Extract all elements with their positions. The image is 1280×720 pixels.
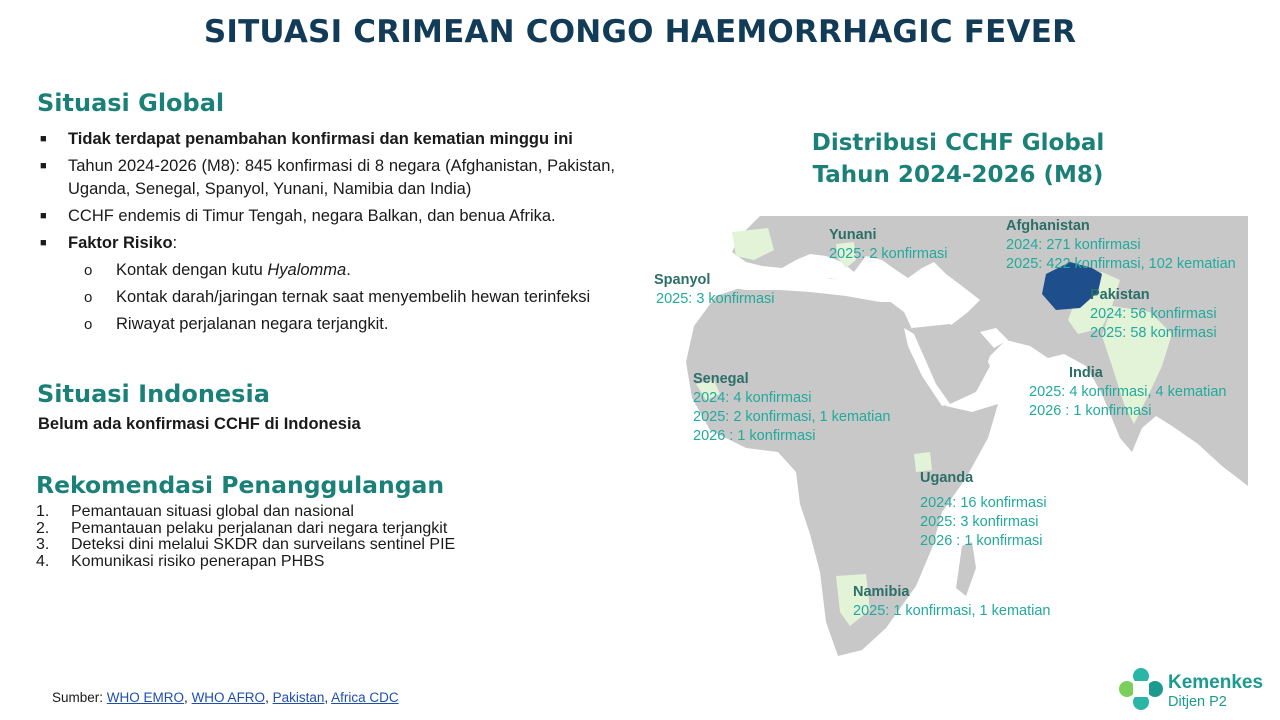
list-number: 2. [36,519,50,537]
list-text: Pemantauan situasi global dan nasional [71,503,354,520]
country-name: Spanyol [654,272,711,288]
source-line: Sumber: WHO EMRO, WHO AFRO, Pakistan, Africa CDC [52,690,399,705]
country-name: Afghanistan [1006,218,1090,234]
source-link-who-emro[interactable]: WHO EMRO [106,690,185,705]
country-stat: 2025: 2 konfirmasi, 1 kematian [693,409,891,425]
map-title [760,127,1156,191]
bullet-text: CCHF endemis di Timur Tengah, negara Balkan, dan benua Afrika. [68,207,556,225]
country-stat: 2025: 3 konfirmasi [920,514,1039,530]
country-stat: 2026 : 1 konfirmasi [693,428,816,444]
country-stat: 2024: 56 konfirmasi [1090,306,1217,322]
risk-factor-item [40,286,615,309]
source-link-pakistan[interactable]: Pakistan [272,690,325,705]
circle-bullet-icon: o [84,262,93,279]
indonesia-status: Belum ada konfirmasi CCHF di Indonesia [38,415,361,433]
logo-subtitle: Ditjen P2 [1168,694,1227,710]
map-title-line: Distribusi CCHF Global [811,130,1105,156]
country-stat: 2026 : 1 konfirmasi [920,533,1043,549]
list-item [36,504,455,521]
bullet-item [40,205,615,228]
list-text: Pemantauan pelaku perjalanan dari negara terjangkit [71,519,448,537]
square-bullet-icon: ■ [40,210,47,222]
bullet-text: Tidak terdapat penambahan konfirmasi dan kematian minggu ini [68,130,573,148]
country-stat: 2024: 271 konfirmasi [1006,237,1141,253]
risk-factor-text: Kontak darah/jaringan ternak saat menyembelih hewan terinfeksi [116,288,591,306]
country-name: Pakistan [1090,287,1150,303]
list-number: 1. [36,503,50,520]
country-label-india [1029,364,1226,421]
list-number: 3. [36,536,50,553]
risk-factor-item [40,259,615,282]
country-stat: 2026 : 1 konfirmasi [1029,403,1152,419]
country-label-yunani [829,226,947,264]
list-number: 4. [36,552,50,570]
country-name: Uganda [920,470,974,486]
country-name: Senegal [693,371,749,387]
source-link-africa-cdc[interactable]: Africa CDC [331,690,399,705]
country-stat: 2025: 4 konfirmasi, 4 kematian [1029,384,1227,400]
bullet-item [40,155,615,201]
country-name: India [1069,365,1103,381]
logo-name: Kemenkes [1168,672,1264,693]
list-item [36,521,455,538]
country-stat: 2025: 422 konfirmasi, 102 kematian [1006,256,1236,272]
country-stat: 2025: 3 konfirmasi [656,291,775,307]
country-name: Yunani [829,227,877,243]
global-heading: Situasi Global [37,89,225,117]
country-label-afghanistan [1006,217,1236,274]
country-label-pakistan [1090,286,1217,343]
risk-factor-text: Riwayat perjalanan negara terjangkit. [116,315,389,333]
country-stat: 2025: 1 konfirmasi, 1 kematian [853,603,1051,619]
country-stat: 2024: 4 konfirmasi [693,390,812,406]
list-item [36,554,455,571]
risk-factor-emphasis: Hyalomma [267,261,347,279]
list-text: Komunikasi risiko penerapan PHBS [71,552,325,570]
country-name: Namibia [853,584,910,600]
list-item [36,537,455,554]
kemenkes-logo-icon [1116,666,1166,712]
source-label: Sumber: [52,690,104,705]
page-title: SITUASI CRIMEAN CONGO HAEMORRHAGIC FEVER [203,14,1077,50]
indonesia-heading: Situasi Indonesia [37,380,270,408]
global-bullets [40,128,615,340]
square-bullet-icon: ■ [40,160,47,172]
recommendation-heading: Rekomendasi Penanggulangan [36,471,445,499]
country-stat: 2025: 2 konfirmasi [829,246,948,262]
risk-factor-item [40,313,615,336]
country-stat: 2024: 16 konfirmasi [920,495,1047,511]
country-label-uganda [920,469,1047,551]
risk-factor-colon: : [172,234,178,252]
recommendation-list [36,504,455,570]
country-label-senegal [693,370,890,446]
circle-bullet-icon: o [84,316,93,333]
risk-factor-label: Faktor Risiko [68,234,173,252]
bullet-text: Tahun 2024-2026 (M8): 845 konfirmasi di 8 negara (Afghanistan, Pakistan, Uganda, Senegal, Spanyol, Yunani, Namibia dan India) [68,157,615,198]
bullet-item [40,128,615,151]
risk-factor-text: Kontak dengan kutu [116,261,268,279]
circle-bullet-icon: o [84,289,93,306]
country-stat: 2025: 58 konfirmasi [1090,325,1217,341]
square-bullet-icon: ■ [40,237,47,249]
risk-factor-text-end: . [346,261,351,279]
map-title-line: Tahun 2024-2026 (M8) [812,162,1104,188]
source-link-who-afro[interactable]: WHO AFRO [191,690,266,705]
country-label-namibia [853,583,1050,621]
bullet-item [40,232,615,255]
square-bullet-icon: ■ [40,133,47,145]
country-label-spanyol [654,271,774,309]
list-text: Deteksi dini melalui SKDR dan surveilans sentinel PIE [71,536,456,553]
